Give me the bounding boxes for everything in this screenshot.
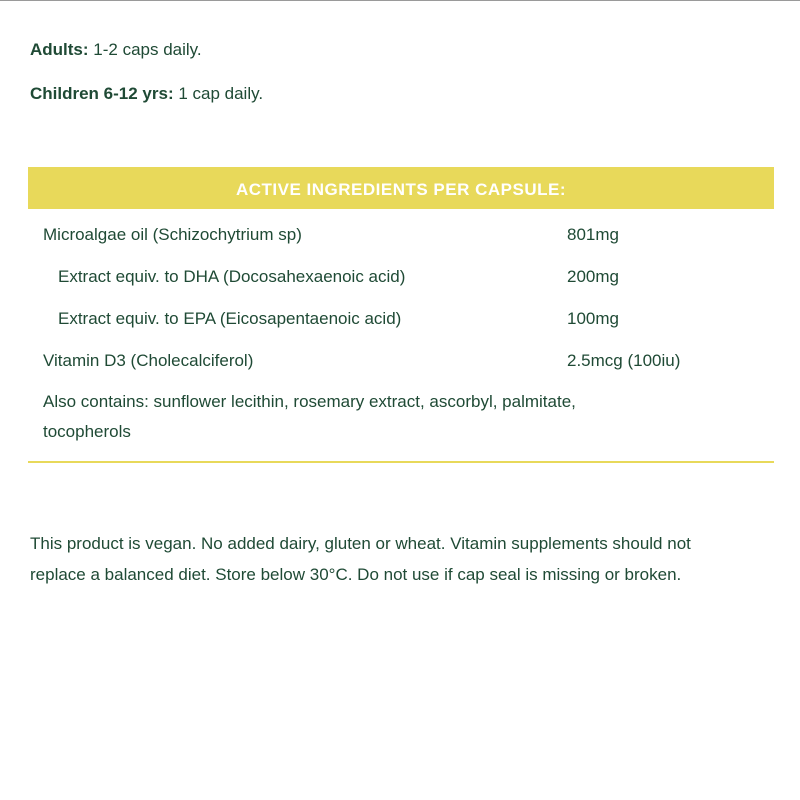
ingredient-name: Microalgae oil (Schizochytrium sp) [43,225,302,244]
ingredient-row [28,340,774,382]
ingredients-panel [28,167,774,463]
ingredients-header: ACTIVE INGREDIENTS PER CAPSULE: [28,167,774,209]
dosage-children [30,82,770,106]
dosage-adults-label: Adults: [30,40,89,59]
product-notes: This product is vegan. No added dairy, gluten or wheat. Vitamin supplements should not replace a balanced diet. Store below 30°C. Do not use if cap seal is missing or broken. [30,534,691,584]
ingredient-row [28,256,774,298]
ingredient-name: Extract equiv. to DHA (Docosahexaenoic acid) [58,267,406,286]
top-divider [0,0,800,1]
ingredient-amount: 2.5mcg (100iu) [567,351,681,370]
dosage-section [30,38,770,126]
ingredient-name: Extract equiv. to EPA (Eicosapentaenoic acid) [58,309,402,328]
ingredient-row [28,214,774,256]
ingredient-amount: 100mg [567,309,619,328]
ingredient-amount: 200mg [567,267,619,286]
ingredient-row [28,298,774,340]
dosage-children-label: Children 6-12 yrs: [30,84,174,103]
dosage-adults [30,38,770,62]
ingredient-name: Vitamin D3 (Cholecalciferol) [43,351,254,370]
ingredients-table [28,214,774,382]
ingredients-bottom-divider [28,461,774,463]
also-contains-text: Also contains: sunflower lecithin, rosemary extract, ascorbyl, palmitate, tocopherols [43,392,576,441]
dosage-adults-text: 1-2 caps daily. [88,40,202,59]
ingredient-amount: 801mg [567,225,619,244]
dosage-children-text: 1 cap daily. [173,84,264,103]
